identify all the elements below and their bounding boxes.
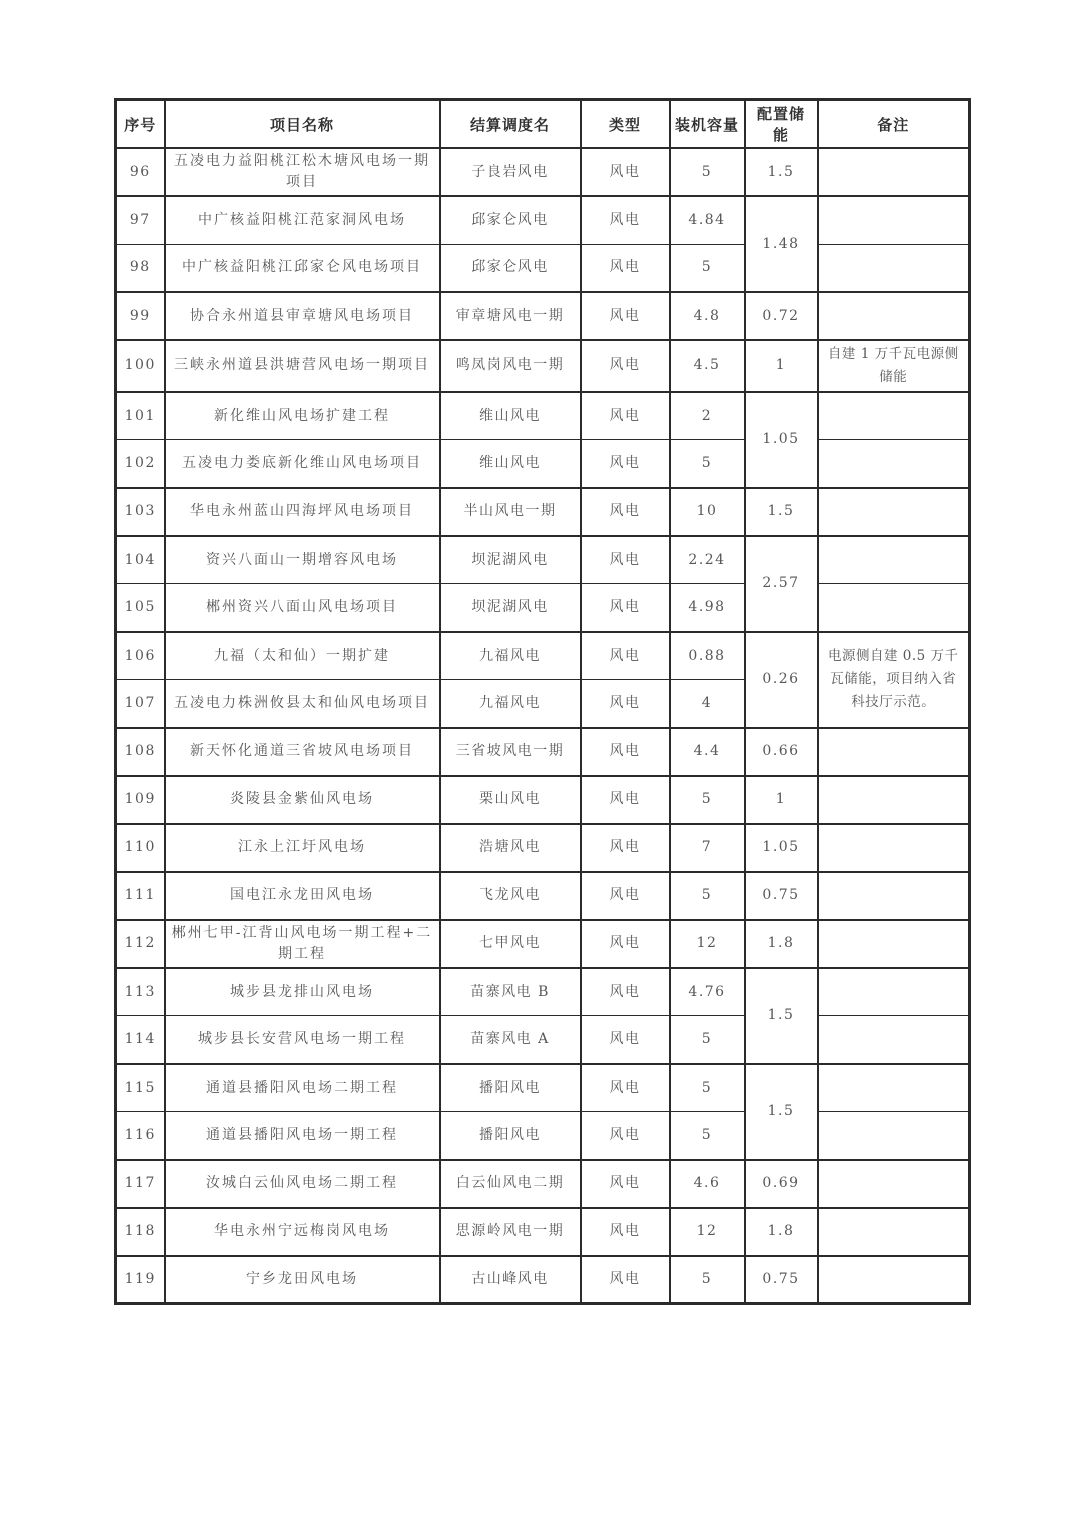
cell-dispatch-name: 审章塘风电一期 bbox=[440, 292, 581, 340]
cell-serial: 97 bbox=[116, 196, 165, 244]
cell-type: 风电 bbox=[581, 680, 670, 728]
cell-remark bbox=[818, 728, 970, 776]
table-body bbox=[116, 148, 970, 1304]
cell-project-name: 五凌电力娄底新化维山风电场项目 bbox=[165, 440, 440, 488]
cell-project-name: 国电江永龙田风电场 bbox=[165, 872, 440, 920]
cell-type: 风电 bbox=[581, 440, 670, 488]
table-row bbox=[116, 1208, 970, 1256]
cell-capacity: 5 bbox=[670, 872, 745, 920]
column-header-0: 序号 bbox=[116, 100, 165, 149]
column-header-4: 装机容量 bbox=[670, 100, 745, 149]
cell-storage: 1.5 bbox=[745, 148, 818, 196]
cell-dispatch-name: 邱家仑风电 bbox=[440, 244, 581, 292]
cell-capacity: 12 bbox=[670, 1208, 745, 1256]
table-row bbox=[116, 340, 970, 392]
cell-type: 风电 bbox=[581, 776, 670, 824]
cell-serial: 105 bbox=[116, 584, 165, 632]
cell-storage: 1.48 bbox=[745, 196, 818, 292]
cell-project-name: 炎陵县金紫仙风电场 bbox=[165, 776, 440, 824]
cell-dispatch-name: 浩塘风电 bbox=[440, 824, 581, 872]
table-row bbox=[116, 824, 970, 872]
cell-project-name: 三峡永州道县洪塘营风电场一期项目 bbox=[165, 340, 440, 392]
cell-type: 风电 bbox=[581, 632, 670, 680]
cell-type: 风电 bbox=[581, 392, 670, 440]
table-row bbox=[116, 148, 970, 196]
cell-remark bbox=[818, 1208, 970, 1256]
cell-dispatch-name: 思源岭风电一期 bbox=[440, 1208, 581, 1256]
cell-serial: 113 bbox=[116, 968, 165, 1016]
table-row bbox=[116, 584, 970, 632]
table-header-row bbox=[116, 100, 970, 149]
cell-dispatch-name: 坝泥湖风电 bbox=[440, 584, 581, 632]
cell-project-name: 郴州资兴八面山风电场项目 bbox=[165, 584, 440, 632]
cell-serial: 117 bbox=[116, 1160, 165, 1208]
cell-project-name: 汝城白云仙风电场二期工程 bbox=[165, 1160, 440, 1208]
cell-project-name: 五凌电力益阳桃江松木塘风电场一期项目 bbox=[165, 148, 440, 196]
cell-capacity: 5 bbox=[670, 1064, 745, 1112]
cell-storage: 0.26 bbox=[745, 632, 818, 728]
cell-capacity: 5 bbox=[670, 776, 745, 824]
cell-dispatch-name: 苗寨风电 B bbox=[440, 968, 581, 1016]
cell-remark bbox=[818, 1112, 970, 1160]
cell-project-name: 宁乡龙田风电场 bbox=[165, 1256, 440, 1304]
column-header-6: 备注 bbox=[818, 100, 970, 149]
table-row bbox=[116, 196, 970, 244]
cell-serial: 111 bbox=[116, 872, 165, 920]
wind-project-table bbox=[114, 98, 971, 1305]
cell-serial: 118 bbox=[116, 1208, 165, 1256]
cell-storage: 1.5 bbox=[745, 1064, 818, 1160]
cell-remark bbox=[818, 920, 970, 968]
cell-capacity: 4.8 bbox=[670, 292, 745, 340]
cell-dispatch-name: 九福风电 bbox=[440, 680, 581, 728]
cell-capacity: 5 bbox=[670, 440, 745, 488]
cell-type: 风电 bbox=[581, 292, 670, 340]
cell-storage: 1.8 bbox=[745, 920, 818, 968]
cell-storage: 1.05 bbox=[745, 824, 818, 872]
cell-capacity: 5 bbox=[670, 1256, 745, 1304]
cell-project-name: 城步县长安营风电场一期工程 bbox=[165, 1016, 440, 1064]
cell-remark bbox=[818, 1256, 970, 1304]
cell-type: 风电 bbox=[581, 148, 670, 196]
cell-storage: 0.69 bbox=[745, 1160, 818, 1208]
table-row bbox=[116, 632, 970, 680]
cell-capacity: 5 bbox=[670, 1112, 745, 1160]
column-header-1: 项目名称 bbox=[165, 100, 440, 149]
table-row bbox=[116, 1160, 970, 1208]
cell-capacity: 4.98 bbox=[670, 584, 745, 632]
cell-capacity: 5 bbox=[670, 1016, 745, 1064]
cell-serial: 110 bbox=[116, 824, 165, 872]
cell-remark bbox=[818, 196, 970, 244]
cell-type: 风电 bbox=[581, 1160, 670, 1208]
cell-capacity: 4.5 bbox=[670, 340, 745, 392]
cell-project-name: 九福（太和仙）一期扩建 bbox=[165, 632, 440, 680]
column-header-2: 结算调度名 bbox=[440, 100, 581, 149]
cell-project-name: 新天怀化通道三省坡风电场项目 bbox=[165, 728, 440, 776]
cell-storage: 1 bbox=[745, 340, 818, 392]
cell-capacity: 5 bbox=[670, 244, 745, 292]
cell-capacity: 5 bbox=[670, 148, 745, 196]
table-row bbox=[116, 440, 970, 488]
cell-remark bbox=[818, 440, 970, 488]
cell-serial: 98 bbox=[116, 244, 165, 292]
cell-dispatch-name: 九福风电 bbox=[440, 632, 581, 680]
cell-type: 风电 bbox=[581, 1208, 670, 1256]
cell-remark bbox=[818, 1016, 970, 1064]
cell-capacity: 0.88 bbox=[670, 632, 745, 680]
cell-type: 风电 bbox=[581, 728, 670, 776]
table-row bbox=[116, 1112, 970, 1160]
cell-capacity: 4.76 bbox=[670, 968, 745, 1016]
cell-project-name: 资兴八面山一期增容风电场 bbox=[165, 536, 440, 584]
cell-project-name: 五凌电力株洲攸县太和仙风电场项目 bbox=[165, 680, 440, 728]
cell-remark bbox=[818, 488, 970, 536]
cell-storage: 1.8 bbox=[745, 1208, 818, 1256]
cell-remark bbox=[818, 392, 970, 440]
table-row bbox=[116, 920, 970, 968]
table-row bbox=[116, 968, 970, 1016]
cell-remark bbox=[818, 536, 970, 584]
cell-project-name: 中广核益阳桃江范家洞风电场 bbox=[165, 196, 440, 244]
table-row bbox=[116, 488, 970, 536]
cell-project-name: 华电永州宁远梅岗风电场 bbox=[165, 1208, 440, 1256]
cell-type: 风电 bbox=[581, 872, 670, 920]
cell-dispatch-name: 播阳风电 bbox=[440, 1064, 581, 1112]
cell-storage: 0.75 bbox=[745, 1256, 818, 1304]
cell-serial: 109 bbox=[116, 776, 165, 824]
cell-project-name: 城步县龙排山风电场 bbox=[165, 968, 440, 1016]
cell-serial: 100 bbox=[116, 340, 165, 392]
cell-type: 风电 bbox=[581, 968, 670, 1016]
table-row bbox=[116, 776, 970, 824]
cell-type: 风电 bbox=[581, 196, 670, 244]
cell-storage: 1 bbox=[745, 776, 818, 824]
table-row bbox=[116, 536, 970, 584]
cell-dispatch-name: 栗山风电 bbox=[440, 776, 581, 824]
cell-storage: 0.66 bbox=[745, 728, 818, 776]
cell-remark bbox=[818, 968, 970, 1016]
cell-storage: 2.57 bbox=[745, 536, 818, 632]
cell-storage: 0.72 bbox=[745, 292, 818, 340]
cell-remark: 自建 1 万千瓦电源侧储能 bbox=[818, 340, 970, 392]
cell-serial: 119 bbox=[116, 1256, 165, 1304]
cell-type: 风电 bbox=[581, 340, 670, 392]
cell-type: 风电 bbox=[581, 536, 670, 584]
cell-remark bbox=[818, 148, 970, 196]
table-row bbox=[116, 1256, 970, 1304]
cell-type: 风电 bbox=[581, 1112, 670, 1160]
cell-dispatch-name: 三省坡风电一期 bbox=[440, 728, 581, 776]
cell-type: 风电 bbox=[581, 920, 670, 968]
column-header-5: 配置储能 bbox=[745, 100, 818, 149]
cell-dispatch-name: 苗寨风电 A bbox=[440, 1016, 581, 1064]
cell-dispatch-name: 维山风电 bbox=[440, 440, 581, 488]
cell-remark bbox=[818, 244, 970, 292]
cell-type: 风电 bbox=[581, 488, 670, 536]
cell-serial: 114 bbox=[116, 1016, 165, 1064]
cell-remark bbox=[818, 872, 970, 920]
cell-serial: 107 bbox=[116, 680, 165, 728]
cell-dispatch-name: 飞龙风电 bbox=[440, 872, 581, 920]
column-header-3: 类型 bbox=[581, 100, 670, 149]
cell-remark bbox=[818, 776, 970, 824]
cell-type: 风电 bbox=[581, 584, 670, 632]
table-row bbox=[116, 1016, 970, 1064]
cell-storage: 1.05 bbox=[745, 392, 818, 488]
cell-capacity: 4 bbox=[670, 680, 745, 728]
cell-serial: 102 bbox=[116, 440, 165, 488]
cell-serial: 108 bbox=[116, 728, 165, 776]
cell-project-name: 新化维山风电场扩建工程 bbox=[165, 392, 440, 440]
cell-capacity: 12 bbox=[670, 920, 745, 968]
cell-remark bbox=[818, 1064, 970, 1112]
cell-serial: 112 bbox=[116, 920, 165, 968]
cell-storage: 1.5 bbox=[745, 968, 818, 1064]
table-row bbox=[116, 728, 970, 776]
table-row bbox=[116, 872, 970, 920]
cell-project-name: 协合永州道县审章塘风电场项目 bbox=[165, 292, 440, 340]
cell-serial: 106 bbox=[116, 632, 165, 680]
cell-dispatch-name: 播阳风电 bbox=[440, 1112, 581, 1160]
cell-type: 风电 bbox=[581, 1016, 670, 1064]
cell-project-name: 通道县播阳风电场二期工程 bbox=[165, 1064, 440, 1112]
cell-type: 风电 bbox=[581, 1256, 670, 1304]
cell-dispatch-name: 邱家仑风电 bbox=[440, 196, 581, 244]
cell-project-name: 江永上江圩风电场 bbox=[165, 824, 440, 872]
cell-dispatch-name: 鸣凤岗风电一期 bbox=[440, 340, 581, 392]
cell-capacity: 4.84 bbox=[670, 196, 745, 244]
cell-dispatch-name: 七甲风电 bbox=[440, 920, 581, 968]
cell-dispatch-name: 半山风电一期 bbox=[440, 488, 581, 536]
cell-serial: 103 bbox=[116, 488, 165, 536]
cell-capacity: 4.4 bbox=[670, 728, 745, 776]
cell-storage: 0.75 bbox=[745, 872, 818, 920]
cell-remark bbox=[818, 1160, 970, 1208]
table-row bbox=[116, 392, 970, 440]
cell-dispatch-name: 古山峰风电 bbox=[440, 1256, 581, 1304]
cell-capacity: 7 bbox=[670, 824, 745, 872]
cell-serial: 115 bbox=[116, 1064, 165, 1112]
cell-serial: 116 bbox=[116, 1112, 165, 1160]
cell-serial: 104 bbox=[116, 536, 165, 584]
table-row bbox=[116, 292, 970, 340]
cell-serial: 99 bbox=[116, 292, 165, 340]
table-row bbox=[116, 1064, 970, 1112]
cell-type: 风电 bbox=[581, 824, 670, 872]
cell-serial: 101 bbox=[116, 392, 165, 440]
cell-storage: 1.5 bbox=[745, 488, 818, 536]
cell-dispatch-name: 坝泥湖风电 bbox=[440, 536, 581, 584]
cell-serial: 96 bbox=[116, 148, 165, 196]
cell-project-name: 通道县播阳风电场一期工程 bbox=[165, 1112, 440, 1160]
cell-type: 风电 bbox=[581, 244, 670, 292]
cell-dispatch-name: 维山风电 bbox=[440, 392, 581, 440]
cell-remark: 电源侧自建 0.5 万千瓦储能，项目纳入省科技厅示范。 bbox=[818, 632, 970, 728]
table-row bbox=[116, 244, 970, 292]
cell-project-name: 中广核益阳桃江邱家仑风电场项目 bbox=[165, 244, 440, 292]
cell-type: 风电 bbox=[581, 1064, 670, 1112]
cell-capacity: 4.6 bbox=[670, 1160, 745, 1208]
cell-dispatch-name: 子良岩风电 bbox=[440, 148, 581, 196]
cell-remark bbox=[818, 584, 970, 632]
cell-project-name: 郴州七甲-江背山风电场一期工程+二期工程 bbox=[165, 920, 440, 968]
cell-project-name: 华电永州蓝山四海坪风电场项目 bbox=[165, 488, 440, 536]
cell-dispatch-name: 白云仙风电二期 bbox=[440, 1160, 581, 1208]
cell-capacity: 2.24 bbox=[670, 536, 745, 584]
cell-remark bbox=[818, 292, 970, 340]
cell-capacity: 10 bbox=[670, 488, 745, 536]
cell-remark bbox=[818, 824, 970, 872]
cell-capacity: 2 bbox=[670, 392, 745, 440]
